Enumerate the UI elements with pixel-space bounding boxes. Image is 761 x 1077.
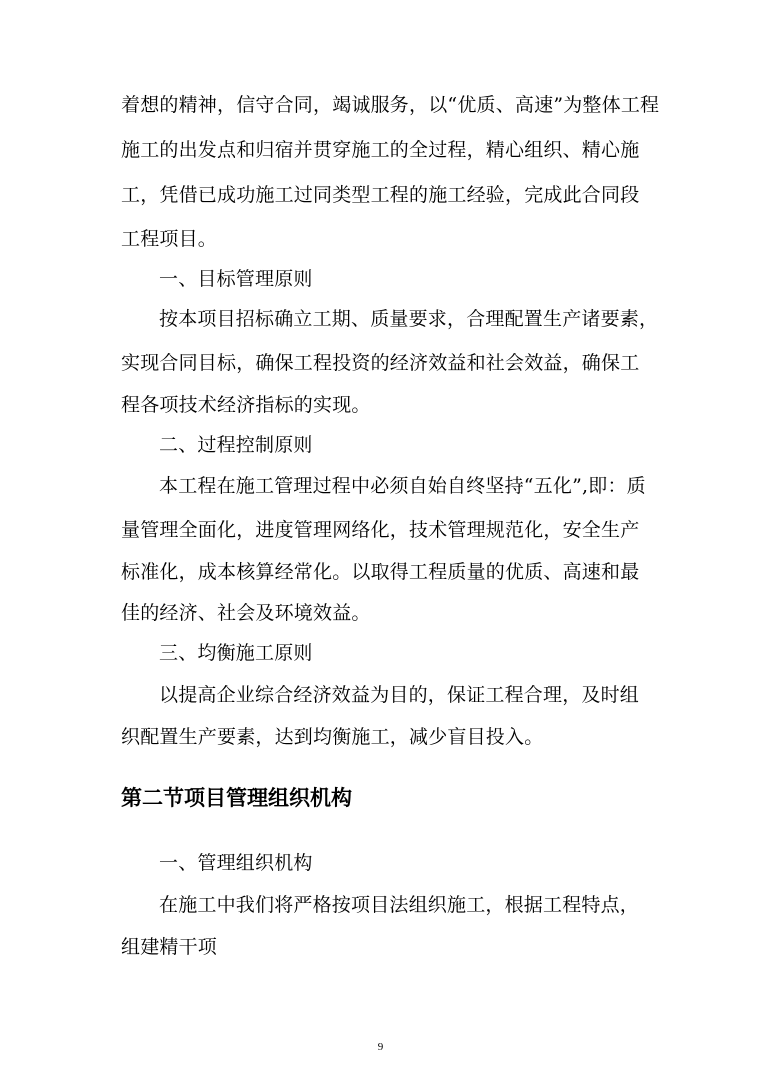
section-title: 第二节项目管理组织机构 (121, 786, 352, 810)
paragraph-line: 按本项目招标确立工期、质量要求，合理配置生产诸要素， (159, 308, 659, 330)
paragraph-line: 程各项技术经济指标的实现。 (121, 394, 371, 416)
paragraph-line: 实现合同目标，确保工程投资的经济效益和社会效益，确保工 (121, 352, 640, 374)
paragraph-line: 工，凭借已成功施工过同类型工程的施工经验，完成此合同段 (121, 184, 640, 206)
paragraph-line: 量管理全面化，进度管理网络化，技术管理规范化，安全生产 (121, 519, 640, 541)
paragraph-line: 以提高企业综合经济效益为目的，保证工程合理，及时组 (159, 684, 640, 706)
subsection-heading: 二、过程控制原则 (159, 434, 313, 456)
paragraph-line: 织配置生产要素，达到均衡施工，减少盲目投入。 (121, 726, 544, 748)
paragraph-line: 在施工中我们将严格按项目法组织施工，根据工程特点， (159, 894, 640, 916)
subsection-heading: 三、均衡施工原则 (159, 642, 313, 664)
paragraph-line: 本工程在施工管理过程中必须自始自终坚持“五化”,即：质 (159, 475, 646, 497)
paragraph-line: 着想的精神，信守合同，竭诚服务，以“优质、高速”为整体工程 (121, 94, 660, 116)
paragraph-line: 组建精干项 (121, 936, 218, 958)
paragraph-line: 佳的经济、社会及环境效益。 (121, 602, 371, 624)
subsection-heading: 一、管理组织机构 (159, 852, 313, 874)
paragraph-line: 施工的出发点和归宿并贯穿施工的全过程，精心组织、精心施 (121, 139, 640, 161)
page-number: 9 (377, 1041, 384, 1053)
subsection-heading: 一、目标管理原则 (159, 268, 313, 290)
paragraph-line: 标准化，成本核算经常化。以取得工程质量的优质、高速和最 (121, 561, 640, 583)
paragraph-line: 工程项目。 (121, 228, 218, 250)
